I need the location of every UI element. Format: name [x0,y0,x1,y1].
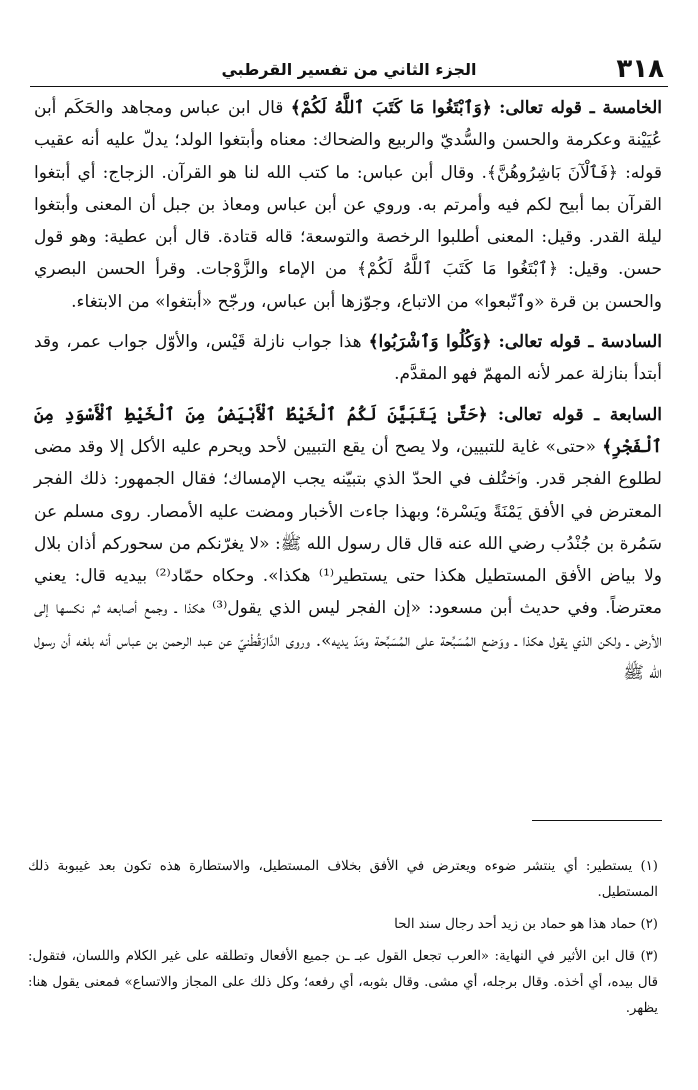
section-text: «حتى» غاية للتبيين، ولا يصح أن يقع التبيين لأحد ويحرم عليه الأكل إلا وقد مضى لطلوع الفجر قدر. وٱختُلف في الحدّ الذي بتبيّنه يجب الإمساك؛ فقال الجمهور: ذلك الفجر المعترض في الأفق يَمْنَةً ويَسْرة؛ وبهذا جاءت الأخبار ومضت عليه الأمصار. روى مسلم عن سَمُرة بن جُنْدُب رضي الله عنه قال قال رسول الله ﷺ: «لا يغرّنكم من سحوركم أذان بلال ولا بياض الأفق المستطيل هكذا حتى يستطير⁽¹⁾ هكذا». وحكاه حمّاد⁽²⁾ بيديه قال: يعني معترضاً. وفي حديث أبن مسعود: «إن الفجر ليس الذي يقول⁽³⁾ هكذا ـ وجمع أصابعه ثم نكسها إلى الأرض ـ ولكن الذي يقول هكذا ـ ووَضع المُسَبِّحة على المُسَبِّحة ومَدّ يديه». وروى الدَّارَقُطْنيّ عن عبد الرحمن بن عباس أنه بلغه أن رسول الله ﷺ [34,436,663,684]
footnotes [28,854,658,1028]
section-text: قال ابن عباس ومجاهد والحَكَم أبن عُيَيْنة وعكرمة والحسن والسُّديّ والربيع والضحاك: معناه وأبتغوا الولد؛ يدلّ عليه أنه عقيب قوله: ﴿فَٱلْآنَ بَاشِرُوهُنَّ﴾. وقال أبن عباس: ما كتب الله لنا هو القرآن. الزجاج: أي أبتغوا القرآن بما أبيح لكم فيه وأمرتم به. وروي عن أبن عباس ومعاذ بن جبل أن المعنى وأبتغوا ليلة القدر. وقيل: المعنى أطلبوا الرخصة والتوسعة؛ قاله قتادة. قال أبن عطية: وهو قول حسن. وقيل: ﴿ٱبْتَغُوا مَا كَتَبَ ٱللَّهُ لَكُمْ﴾ من الإماء والزَّوْجات. وقرأ الحسن البصري والحسن بن قرة «وٱتّبعوا» من الاتباع، وجوّزها أبن عباس، ورجّح «أبتغوا» من الابتغاء. [34,98,662,312]
page-number: ٣١٨ [616,54,664,84]
section-paragraph [34,399,662,690]
section-paragraph [34,326,662,391]
section-heading: السابعة ـ قوله تعالى: [497,404,663,425]
section-text: هذا جواب نازلة قَيْس، والأوّل جواب عمر، وقد أبتدأ بنازلة عمر لأنه المهمّ فهو المقدَّم. [34,332,662,385]
footnote-item: (٣) قال ابن الأثير في النهاية: «العرب تجعل القول عبـ ـن جميع الأفعال وتطلقه على غير الكلام واللسان، فتقول: قال بيده، أي أخذه. وقال برجله، أي مشى. وقال بثوبه، أي رفعه؛ وكل ذلك على المجاز والاتساع» فمعنى يقول هنا: يظهر. [28,949,658,1016]
section-heading: السادسة ـ قوله تعالى: [498,332,663,353]
section-heading: الخامسة ـ قوله تعالى: [499,98,662,118]
quran-verse: ﴿وَكُلُوا وَٱشْرَبُوا﴾ [368,332,492,353]
footnote-item: (١) يستطير: أي ينتشر ضوءه ويعترض في الأفق بخلاف المستطيل، والاستطارة هذه تكون بعد غيبوبة ذلك المستطيل. [28,859,658,900]
page-header [30,52,668,87]
running-title: الجزء الثاني من تفسير القرطبي [221,60,477,79]
footnote-divider [532,820,662,821]
quran-verse: ﴿وَٱبْتَغُوا مَا كَتَبَ ٱللَّهُ لَكُمْ﴾ [290,98,492,118]
main-text [34,92,662,697]
footnote-item: (٢) حماد هذا هو حماد بن زيد أحد رجال سند الحا [394,917,658,932]
quran-verse: ﴿حَتَّىٰ يَتَبَيَّنَ لَكُمُ ٱلْخَيْطُ ٱلْأَبْيَضُ مِنَ ٱلْخَيْطِ ٱلْأَسْوَدِ مِنَ ٱلْفَجْرِ﴾ [34,404,663,457]
section-paragraph [34,92,662,318]
